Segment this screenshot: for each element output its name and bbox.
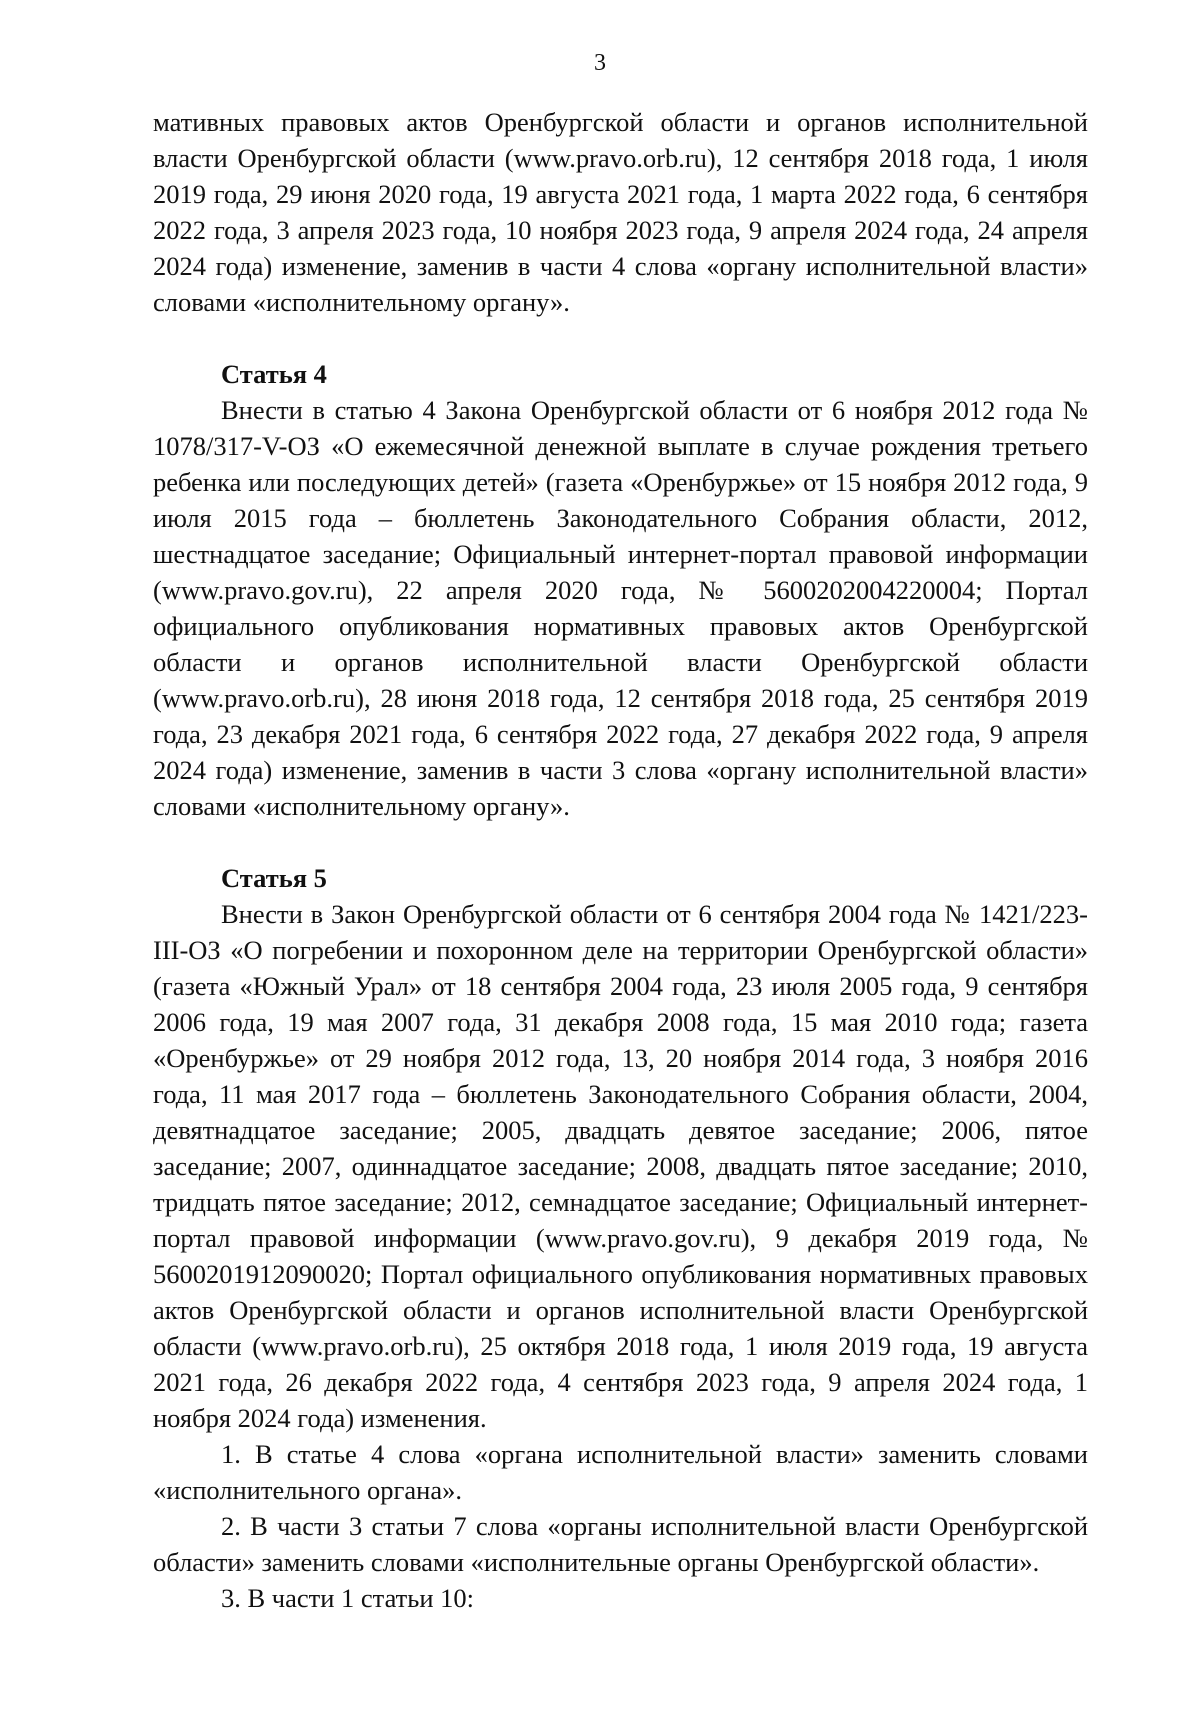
- spacer: [153, 320, 1088, 356]
- page-number: 3: [594, 50, 606, 76]
- spacer: [153, 824, 1088, 860]
- intro-paragraph: мативных правовых актов Оренбургской области и органов исполнительной власти Оренбургской области (www.pravo.orb.ru), 12 сентября 2018 года, 1 июля 2019 года, 29 июня 2020 года, 19 августа 2021 года, 1 марта 2022 года, 6 сентября 2022 года, 3 апреля 2023 года, 10 ноября 2023 года, 9 апреля 2024 года, 24 апреля 2024 года) изменение, заменив в части 4 слова «органу исполнительной власти» словами «исполнительному органу».: [153, 107, 1088, 317]
- article-5-item-3: 3. В части 1 статьи 10:: [221, 1583, 474, 1613]
- article-5-heading: Статья 5: [221, 863, 327, 893]
- article-4-heading: Статья 4: [221, 359, 327, 389]
- document-body: [153, 104, 1088, 1616]
- article-5-text: Внести в Закон Оренбургской области от 6 сентября 2004 года № 1421/223-III-ОЗ «О погребении и похоронном деле на территории Оренбургской области» (газета «Южный Урал» от 18 сентября 2004 года, 23 июля 2005 года, 9 сентября 2006 года, 19 мая 2007 года, 31 декабря 2008 года, 15 мая 2010 года; газета «Оренбуржье» от 29 ноября 2012 года, 13, 20 ноября 2014 года, 3 ноября 2016 года, 11 мая 2017 года – бюллетень Законодательного Собрания области, 2004, девятнадцатое заседание; 2005, двадцать девятое заседание; 2006, пятое заседание; 2007, одиннадцатое заседание; 2008, двадцать пятое заседание; 2010, тридцать пятое заседание; 2012, семнадцатое заседание; Официальный интернет-портал правовой информации (www.pravo.gov.ru), 9 декабря 2019 года, № 5600201912090020; Портал официального опубликования нормативных правовых актов Оренбургской области и органов исполнительной власти Оренбургской области (www.pravo.orb.ru), 25 октября 2018 года, 1 июля 2019 года, 19 августа 2021 года, 26 декабря 2022 года, 4 сентября 2023 года, 9 апреля 2024 года, 1 ноября 2024 года) изменения.: [153, 899, 1088, 1433]
- article-5-item-2: 2. В части 3 статьи 7 слова «органы исполнительной власти Оренбургской области» заменить словами «исполнительные органы Оренбургской области».: [153, 1511, 1088, 1577]
- article-4-text: Внести в статью 4 Закона Оренбургской области от 6 ноября 2012 года № 1078/317-V-ОЗ «О ежемесячной денежной выплате в случае рождения третьего ребенка или последующих детей» (газета «Оренбуржье» от 15 ноября 2012 года, 9 июля 2015 года – бюллетень Законодательного Собрания области, 2012, шестнадцатое заседание; Официальный интернет-портал правовой информации (www.pravo.gov.ru), 22 апреля 2020 года, № 5600202004220004; Портал официального опубликования нормативных правовых актов Оренбургской области и органов исполнительной власти Оренбургской области (www.pravo.orb.ru), 28 июня 2018 года, 12 сентября 2018 года, 25 сентября 2019 года, 23 декабря 2021 года, 6 сентября 2022 года, 27 декабря 2022 года, 9 апреля 2024 года) изменение, заменив в части 3 слова «органу исполнительной власти» словами «исполнительному органу».: [153, 395, 1088, 821]
- article-5-item-1: 1. В статье 4 слова «органа исполнительной власти» заменить словами «исполнительного органа».: [153, 1439, 1088, 1505]
